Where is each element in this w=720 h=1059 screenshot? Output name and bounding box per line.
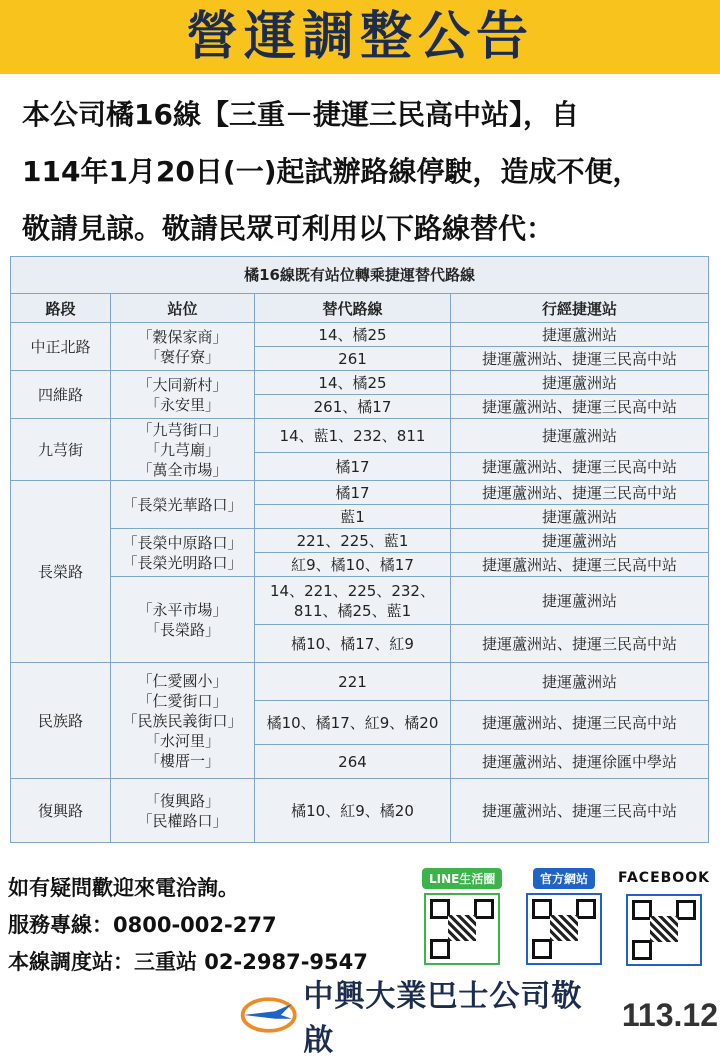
route-list: 14、221、225、232、 (270, 581, 435, 600)
road-segment-cell: 九芎街 (11, 419, 111, 481)
table-row (11, 529, 709, 553)
routes-cell (255, 553, 451, 577)
official-site-qr[interactable] (526, 868, 602, 965)
road-segment-cell: 四維路 (11, 371, 111, 419)
routes-cell (255, 779, 451, 843)
stop-cell (111, 577, 255, 663)
route-list: 264 (338, 752, 367, 771)
table-caption: 橘16線既有站位轉乘捷運替代路線 (11, 257, 709, 294)
notice-line-1: 本公司橘16線【三重－捷運三民高中站】，自 (22, 98, 579, 131)
stop-name: 「長榮光華路口」 (122, 495, 243, 514)
route-list: 橘10、橘17、紅9 (291, 634, 414, 653)
route-list: 261 (338, 349, 367, 368)
table-row (11, 481, 709, 505)
table-row (11, 323, 709, 347)
alternative-routes-table (10, 256, 709, 843)
road-segment-cell: 中正北路 (11, 323, 111, 371)
mrt-station-cell: 捷運蘆洲站、捷運三民高中站 (451, 701, 709, 745)
contact-line-1: 如有疑問歡迎來電洽詢。 (8, 876, 239, 900)
route-list: 221 (338, 672, 367, 691)
line-qr-code-icon[interactable] (424, 893, 500, 965)
mrt-station-cell: 捷運蘆洲站、捷運三民高中站 (451, 553, 709, 577)
table-row (11, 779, 709, 843)
route-list: 14、橘25 (318, 325, 387, 344)
routes-cell (255, 347, 451, 371)
mrt-station-cell: 捷運蘆洲站 (451, 371, 709, 395)
stop-name: 「穀保家商」 (137, 327, 228, 346)
mrt-station-cell: 捷運蘆洲站 (451, 505, 709, 529)
table-row (11, 371, 709, 395)
stop-name: 「褒仔寮」 (144, 347, 220, 366)
line-label: LINE生活圈 (422, 868, 502, 889)
stop-name: 「樓厝一」 (144, 751, 220, 770)
road-segment-cell: 民族路 (11, 663, 111, 779)
route-list: 221、225、藍1 (296, 531, 409, 550)
stop-name: 「民權路口」 (137, 811, 228, 830)
routes-cell (255, 663, 451, 701)
stop-cell (111, 371, 255, 419)
mrt-station-cell: 捷運蘆洲站、捷運三民高中站 (451, 347, 709, 371)
stop-name: 「長榮中原路口」 (122, 533, 243, 552)
company-logo-icon (238, 993, 299, 1037)
stop-cell (111, 419, 255, 481)
facebook-qr[interactable] (618, 870, 710, 966)
company-signature: 中興大業巴士公司敬啟 (303, 979, 583, 1058)
footer (238, 979, 718, 1058)
mrt-station-cell: 捷運蘆洲站、捷運三民高中站 (451, 453, 709, 481)
stop-name: 「永安里」 (144, 395, 220, 414)
routes-cell (255, 577, 451, 625)
stop-cell (111, 529, 255, 577)
notice-text (22, 86, 702, 257)
dispatch-station: 本線調度站：三重站 02-2987-9547 (8, 950, 368, 974)
stop-name: 「大同新村」 (137, 375, 228, 394)
route-list: 紅9、橘10、橘17 (291, 555, 414, 574)
stop-name: 「仁愛國小」 (137, 671, 228, 690)
stop-name: 「萬全市場」 (137, 460, 228, 479)
table-row (11, 577, 709, 625)
contact-info (8, 870, 368, 981)
routes-cell (255, 395, 451, 419)
mrt-station-cell: 捷運蘆洲站 (451, 663, 709, 701)
routes-cell (255, 453, 451, 481)
routes-cell (255, 419, 451, 453)
stop-cell (111, 663, 255, 779)
header-routes: 替代路線 (255, 294, 451, 323)
stop-cell (111, 481, 255, 529)
table-row (11, 419, 709, 453)
route-list: 811、橘25、藍1 (293, 601, 412, 620)
routes-cell (255, 371, 451, 395)
routes-cell (255, 701, 451, 745)
routes-cell (255, 481, 451, 505)
notice-line-3: 敬請見諒。敬請民眾可利用以下路線替代： (22, 212, 555, 245)
mrt-station-cell: 捷運蘆洲站 (451, 419, 709, 453)
official-site-label: 官方網站 (533, 868, 595, 889)
mrt-station-cell: 捷運蘆洲站、捷運徐匯中學站 (451, 745, 709, 779)
routes-cell (255, 323, 451, 347)
stop-cell (111, 323, 255, 371)
stop-cell (111, 779, 255, 843)
service-hotline: 服務專線：0800-002-277 (8, 913, 277, 937)
header-stop: 站位 (111, 294, 255, 323)
table-row (11, 663, 709, 701)
header-road: 路段 (11, 294, 111, 323)
notice-line-2: 114年1月20日(一)起試辦路線停駛，造成不便， (22, 155, 641, 188)
route-list: 橘17 (335, 457, 370, 476)
stop-name: 「水河里」 (144, 731, 220, 750)
routes-cell (255, 505, 451, 529)
mrt-station-cell: 捷運蘆洲站 (451, 577, 709, 625)
official-site-qr-code-icon[interactable] (526, 893, 602, 965)
stop-name: 「復興路」 (144, 791, 220, 810)
stop-name: 「永平市場」 (137, 600, 228, 619)
routes-cell (255, 745, 451, 779)
route-list: 261、橘17 (313, 397, 392, 416)
mrt-station-cell: 捷運蘆洲站、捷運三民高中站 (451, 481, 709, 505)
mrt-station-cell: 捷運蘆洲站 (451, 529, 709, 553)
mrt-station-cell: 捷運蘆洲站、捷運三民高中站 (451, 625, 709, 663)
line-qr[interactable] (422, 868, 502, 965)
road-segment-cell: 長榮路 (11, 481, 111, 663)
header-mrt-stations: 行經捷運站 (451, 294, 709, 323)
stop-name: 「長榮光明路口」 (122, 553, 243, 572)
route-list: 14、藍1、232、811 (279, 426, 426, 445)
page-title: 營運調整公告 (185, 7, 534, 67)
stop-name: 「仁愛街口」 (137, 691, 228, 710)
facebook-label: FACEBOOK (618, 870, 710, 886)
routes-cell (255, 529, 451, 553)
stop-name: 「民族民義街口」 (122, 711, 243, 730)
route-list: 橘17 (335, 483, 370, 502)
mrt-station-cell: 捷運蘆洲站、捷運三民高中站 (451, 779, 709, 843)
stop-name: 「九芎廟」 (144, 440, 220, 459)
routes-cell (255, 625, 451, 663)
mrt-station-cell: 捷運蘆洲站、捷運三民高中站 (451, 395, 709, 419)
stop-name: 「長榮路」 (144, 620, 220, 639)
road-segment-cell: 復興路 (11, 779, 111, 843)
stop-name: 「九芎街口」 (137, 420, 228, 439)
route-list: 橘10、橘17、紅9、橘20 (266, 713, 439, 732)
title-banner (0, 0, 720, 74)
notice-date: 113.12 (621, 996, 718, 1033)
route-list: 14、橘25 (318, 373, 387, 392)
facebook-qr-code-icon[interactable] (626, 894, 702, 966)
route-list: 橘10、紅9、橘20 (291, 801, 414, 820)
route-list: 藍1 (340, 507, 365, 526)
mrt-station-cell: 捷運蘆洲站 (451, 323, 709, 347)
